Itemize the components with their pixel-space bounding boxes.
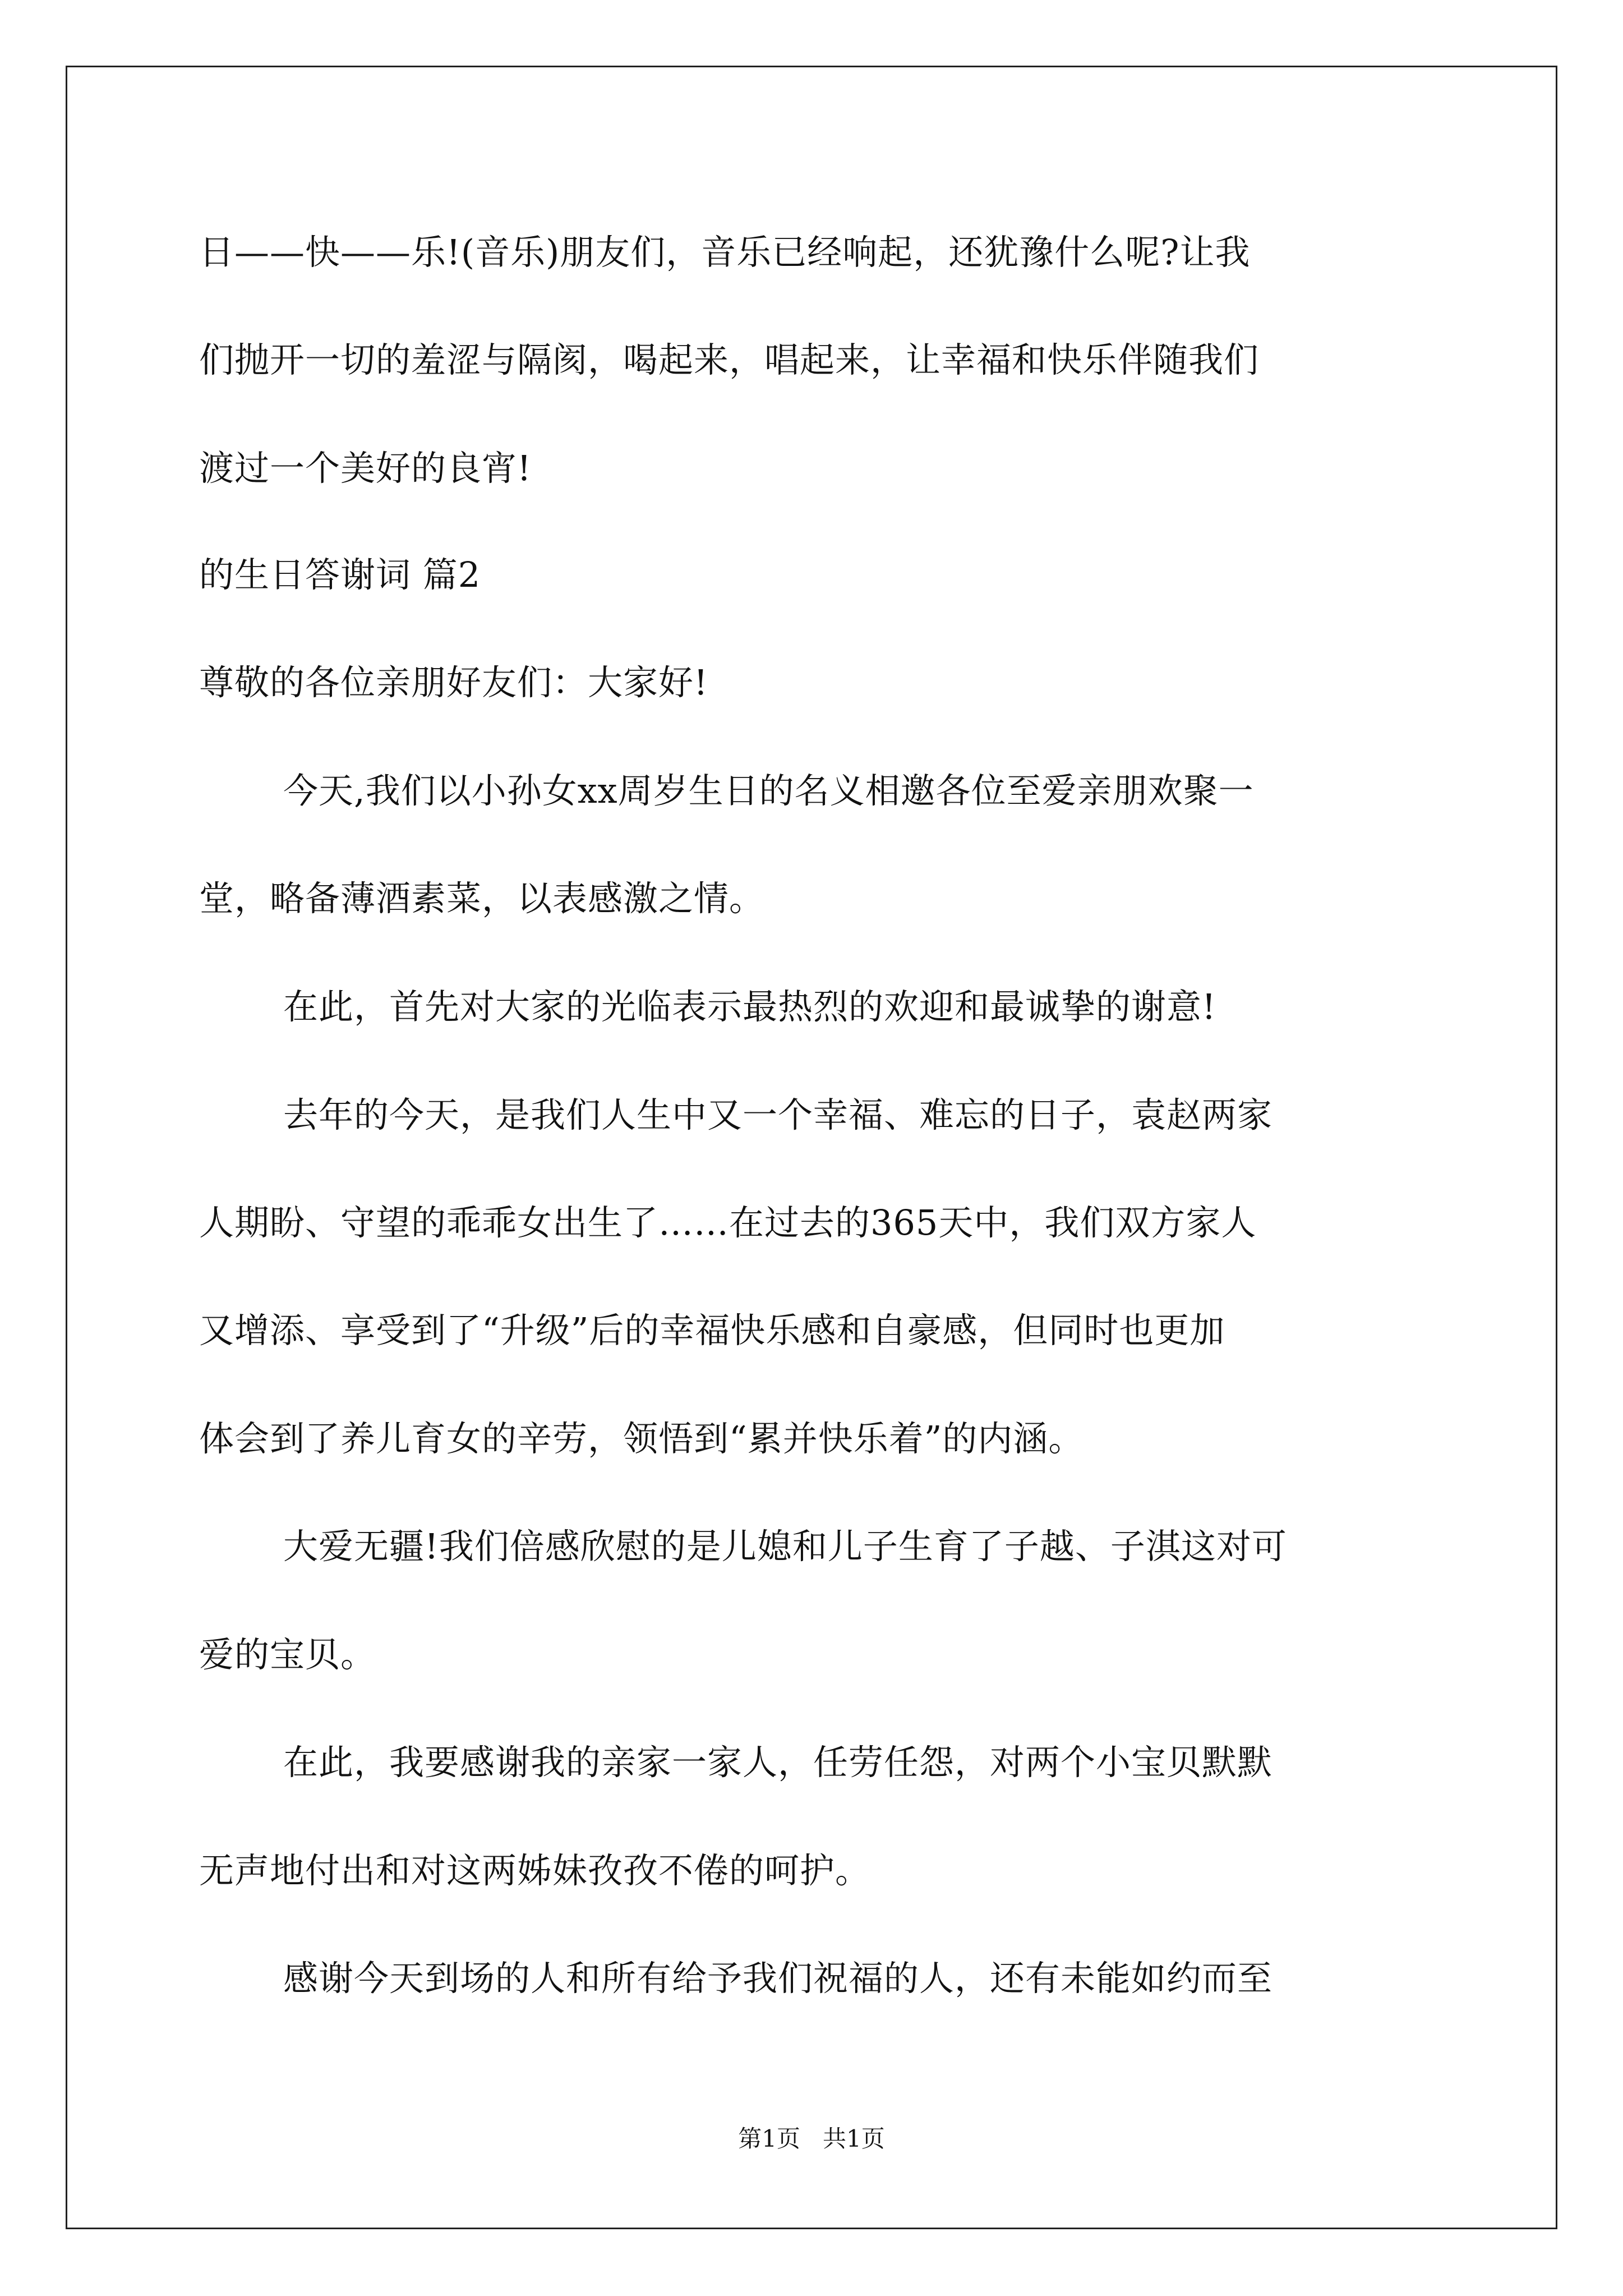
page-number-footer: 第1页 共1页 [738, 2125, 885, 2152]
section-heading: 的生日答谢词 篇2 [199, 554, 481, 595]
paragraph-line: 爱的宝贝。 [199, 1634, 376, 1675]
paragraph-line: 感谢今天到场的人和所有给予我们祝福的人，还有未能如约而至 [283, 1958, 1273, 1999]
paragraph-line: 日——快——乐!(音乐)朋友们，音乐已经响起，还犹豫什么呢?让我 [199, 232, 1251, 273]
paragraph-line: 在此，首先对大家的光临表示最热烈的欢迎和最诚挚的谢意! [283, 986, 1216, 1027]
paragraph-line: 渡过一个美好的良宵! [199, 448, 532, 489]
paragraph-line: 无声地付出和对这两姊妹孜孜不倦的呵护。 [199, 1850, 871, 1891]
paragraph-line: 体会到了养儿育女的辛劳，领悟到“累并快乐着”的内涵。 [199, 1418, 1084, 1459]
page-border [66, 66, 1557, 2229]
paragraph-line: 堂，略备薄酒素菜，以表感激之情。 [199, 878, 765, 919]
salutation: 尊敬的各位亲朋好友们：大家好! [199, 662, 708, 703]
paragraph-line: 又增添、享受到了“升级”后的幸福快乐感和自豪感，但同时也更加 [199, 1310, 1225, 1351]
paragraph-line: 们抛开一切的羞涩与隔阂，喝起来，唱起来，让幸福和快乐伴随我们 [199, 339, 1260, 380]
paragraph-line: 人期盼、守望的乖乖女出生了……在过去的365天中，我们双方家人 [199, 1202, 1257, 1243]
paragraph-line: 在此，我要感谢我的亲家一家人，任劳任怨，对两个小宝贝默默 [283, 1742, 1273, 1783]
paragraph-line: 去年的今天，是我们人生中又一个幸福、难忘的日子，袁赵两家 [283, 1094, 1273, 1135]
paragraph-line: 大爱无疆!我们倍感欣慰的是儿媳和儿子生育了子越、子淇这对可 [283, 1526, 1287, 1567]
paragraph-line: 今天,我们以小孙女xx周岁生日的名义相邀各位至爱亲朋欢聚一 [283, 770, 1254, 811]
